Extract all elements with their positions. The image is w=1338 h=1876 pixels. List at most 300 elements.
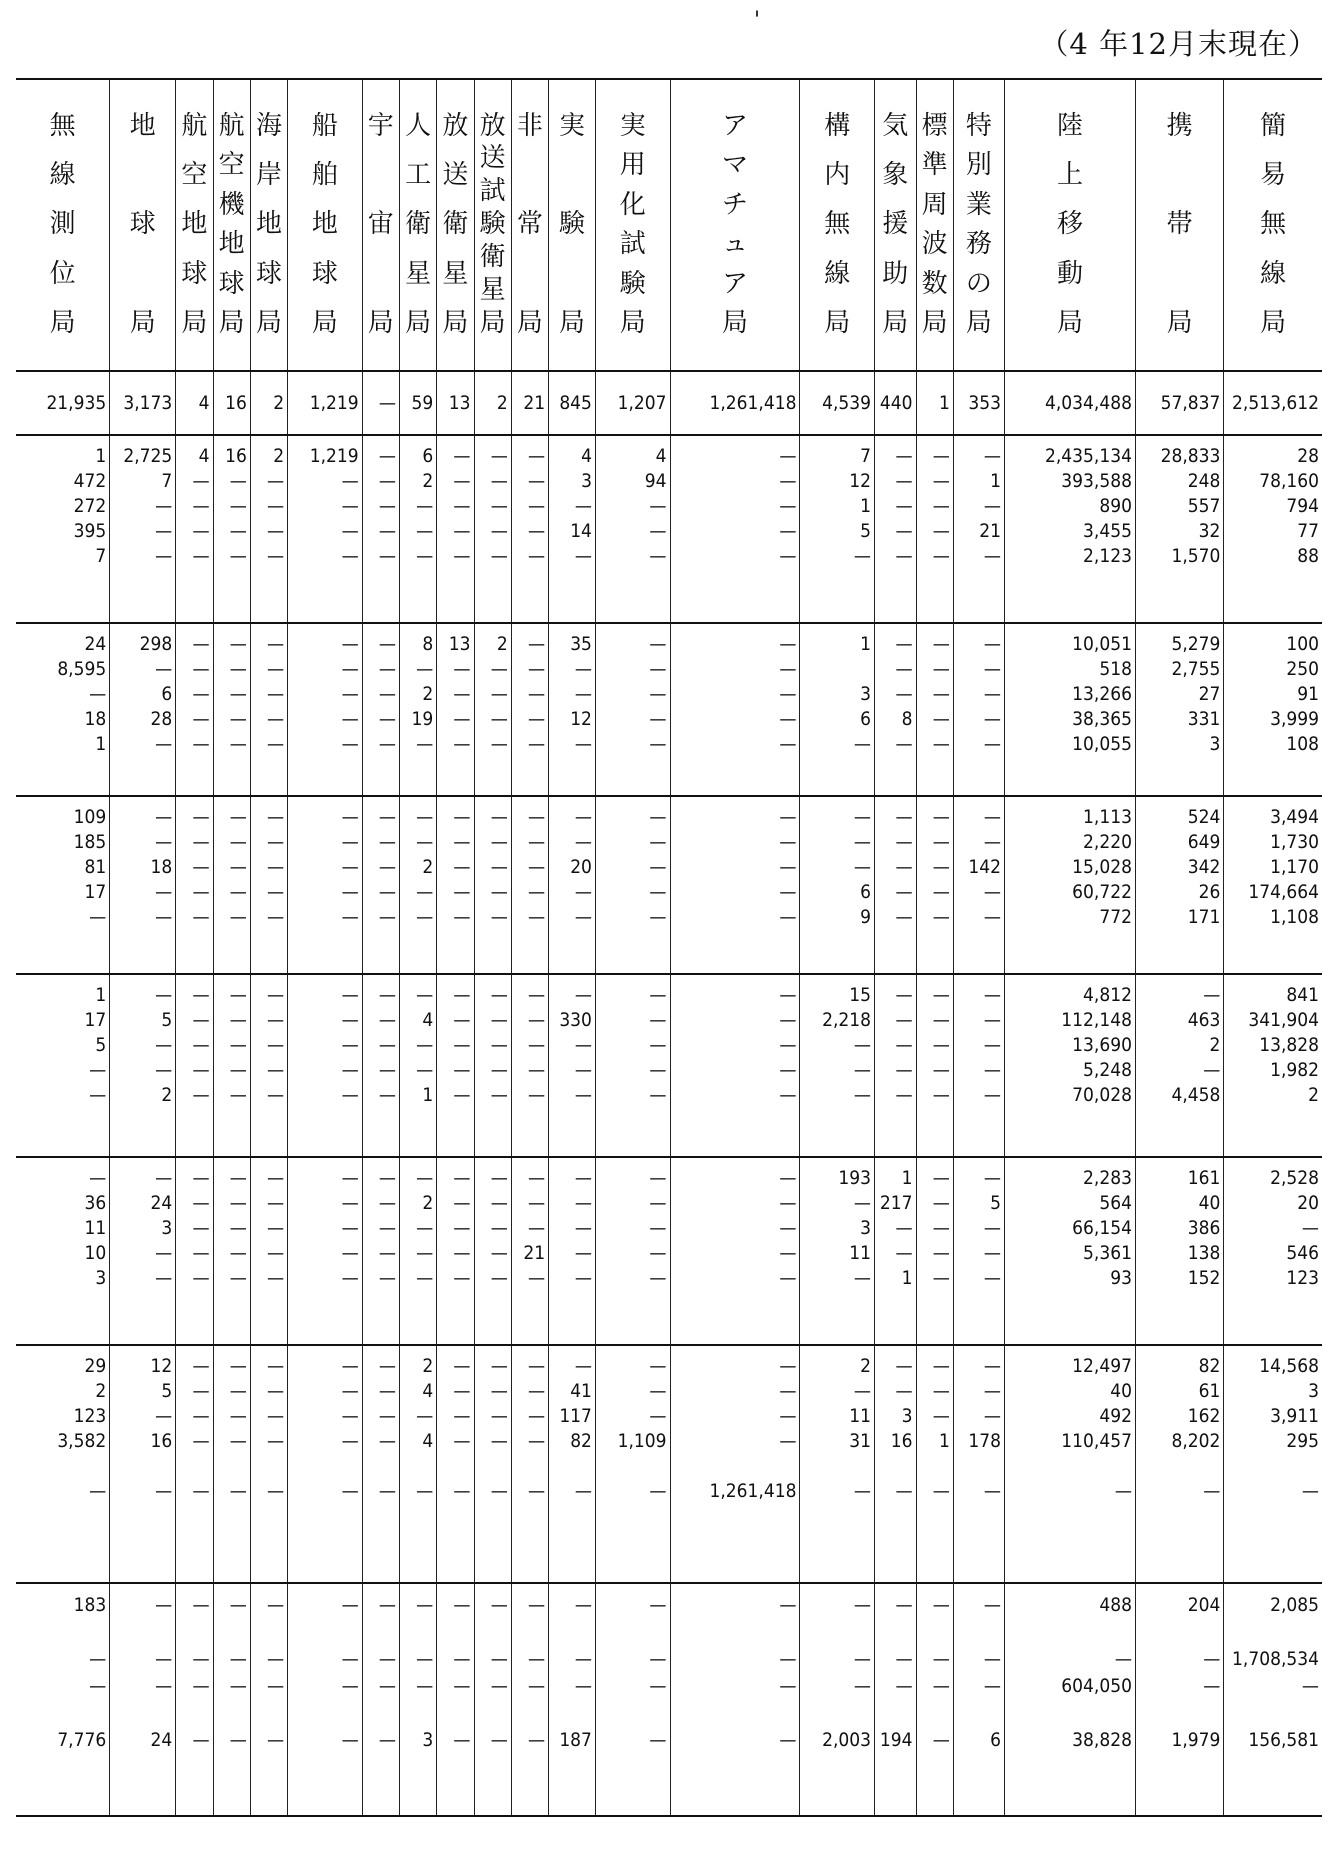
table-cell xyxy=(595,623,670,796)
table-cell xyxy=(1004,1345,1135,1583)
header-char: 局 xyxy=(442,308,469,339)
cell-value: — xyxy=(229,1167,247,1189)
cell-value: — xyxy=(895,733,913,755)
cell-value: — xyxy=(341,1059,359,1081)
cell-value: — xyxy=(527,1084,546,1106)
cell-value: — xyxy=(1301,1480,1319,1502)
cell-value: — xyxy=(341,856,359,878)
cell-value: — xyxy=(574,683,592,705)
cell-value: — xyxy=(490,831,508,853)
cell-value: — xyxy=(378,708,396,730)
table-cell xyxy=(916,1583,953,1816)
cell-value: — xyxy=(779,1355,797,1377)
column-header-c14 xyxy=(800,79,875,371)
cell-value: — xyxy=(416,831,434,853)
table-cell xyxy=(362,1157,399,1345)
total-cell: 4,034,488 xyxy=(1004,371,1135,435)
cell-value: 649 xyxy=(1187,831,1221,853)
table-cell xyxy=(511,1345,548,1583)
cell-value: — xyxy=(490,708,508,730)
cell-value: 6 xyxy=(422,445,434,467)
table-cell xyxy=(250,1157,287,1345)
cell-value: 27 xyxy=(1198,683,1221,705)
cell-value: 2,528 xyxy=(1270,1167,1319,1189)
cell-value: — xyxy=(155,984,173,1006)
cell-value: — xyxy=(267,633,285,655)
cell-value: — xyxy=(341,1009,359,1031)
cell-value: — xyxy=(932,520,950,542)
cell-value: — xyxy=(779,470,797,492)
table-cell xyxy=(110,435,176,623)
table-cell xyxy=(511,1157,548,1345)
table-cell xyxy=(1004,974,1135,1157)
table-cell xyxy=(437,796,474,974)
cell-value: — xyxy=(453,733,471,755)
cell-value: — xyxy=(932,733,950,755)
cell-value: — xyxy=(895,831,913,853)
cell-value: 10 xyxy=(84,1242,107,1264)
cell-value: 40 xyxy=(1198,1192,1221,1214)
table-cell xyxy=(474,1345,511,1583)
header-char: 内 xyxy=(824,159,851,190)
cell-value: 341,904 xyxy=(1248,1009,1319,1031)
cell-value: — xyxy=(155,831,173,853)
cell-value: — xyxy=(932,470,950,492)
cell-value xyxy=(403,1700,433,1727)
stray-mark: ' xyxy=(754,8,761,33)
header-char: 球 xyxy=(218,268,245,299)
header-char: 無 xyxy=(1260,209,1287,240)
table-cell xyxy=(288,435,363,623)
cell-value: 8 xyxy=(901,708,913,730)
table-cell xyxy=(1224,623,1322,796)
cell-value: — xyxy=(267,495,285,517)
header-char: 航 xyxy=(218,110,245,141)
table-row-group-3 xyxy=(16,796,1322,974)
cell-value: 5,279 xyxy=(1171,633,1221,655)
cell-value: — xyxy=(267,1084,285,1106)
cell-value: — xyxy=(192,1217,210,1239)
cell-value: 19 xyxy=(411,708,434,730)
cell-value: — xyxy=(895,1009,913,1031)
total-cell: 16 xyxy=(213,371,250,435)
cell-value: — xyxy=(574,806,592,828)
cell-value xyxy=(1227,1700,1319,1727)
cell-value: — xyxy=(527,1034,546,1056)
table-cell xyxy=(670,1583,800,1816)
cell-value: — xyxy=(453,906,471,928)
cell-value: 2,123 xyxy=(1083,545,1132,567)
cell-value: 13,266 xyxy=(1072,683,1132,705)
cell-value: 162 xyxy=(1187,1405,1221,1427)
cell-value: 60,722 xyxy=(1072,881,1132,903)
cell-value: — xyxy=(155,1267,173,1289)
cell-value: — xyxy=(490,1648,508,1670)
cell-value: — xyxy=(779,1034,797,1056)
cell-value: — xyxy=(983,1594,1001,1616)
cell-value: — xyxy=(649,1192,667,1214)
table-cell xyxy=(399,1583,436,1816)
table-cell xyxy=(16,1345,110,1583)
cell-value: 3 xyxy=(422,1729,434,1751)
table-cell xyxy=(213,1345,250,1583)
cell-value: 29 xyxy=(84,1355,107,1377)
cell-value: — xyxy=(932,906,950,928)
cell-value: 2 xyxy=(860,1355,872,1377)
table-cell xyxy=(250,435,287,623)
cell-value: 794 xyxy=(1286,495,1319,517)
cell-value: 5 xyxy=(990,1192,1001,1214)
cell-value: — xyxy=(416,733,434,755)
cell-value xyxy=(1227,1454,1319,1479)
header-char: 舶 xyxy=(311,159,338,190)
cell-value: — xyxy=(1203,1648,1221,1670)
cell-value: — xyxy=(341,495,359,517)
cell-value: 100 xyxy=(1286,633,1319,655)
cell-value: 7 xyxy=(860,445,872,467)
cell-value: 386 xyxy=(1187,1217,1221,1239)
header-char: 常 xyxy=(516,209,543,240)
cell-value: — xyxy=(779,1242,797,1264)
cell-value: — xyxy=(267,545,285,567)
cell-value: 178 xyxy=(968,1430,1001,1452)
cell-value: — xyxy=(155,1648,173,1670)
cell-value: — xyxy=(378,1480,396,1502)
cell-value: — xyxy=(341,545,359,567)
table-cell xyxy=(549,1345,596,1583)
cell-value: 546 xyxy=(1286,1242,1319,1264)
table-cell xyxy=(16,435,110,623)
cell-value: — xyxy=(895,1480,913,1502)
cell-value: — xyxy=(453,1729,471,1751)
cell-value: — xyxy=(416,658,434,680)
cell-value: 1 xyxy=(95,733,107,755)
total-cell: 845 xyxy=(549,371,596,435)
table-cell xyxy=(213,623,250,796)
cell-value: — xyxy=(155,545,173,567)
radio-station-table xyxy=(16,78,1322,1817)
cell-value: — xyxy=(89,1480,107,1502)
cell-value: — xyxy=(895,683,913,705)
cell-value: — xyxy=(490,495,508,517)
cell-value: — xyxy=(490,733,508,755)
table-cell xyxy=(800,1157,875,1345)
cell-value: — xyxy=(341,1675,359,1697)
cell-value: — xyxy=(229,708,247,730)
cell-value: 78,160 xyxy=(1259,470,1319,492)
column-header-c11 xyxy=(549,79,596,371)
column-header-c10 xyxy=(511,79,548,371)
cell-value: — xyxy=(267,984,285,1006)
cell-value: — xyxy=(527,1675,546,1697)
header-char: 験 xyxy=(559,209,586,240)
cell-value: 1,730 xyxy=(1270,831,1319,853)
cell-value xyxy=(478,1700,508,1727)
cell-value: — xyxy=(192,806,210,828)
cell-value: 2,725 xyxy=(123,445,173,467)
cell-value: — xyxy=(983,683,1001,705)
table-cell xyxy=(595,1583,670,1816)
header-char: マ xyxy=(721,150,748,181)
cell-value: — xyxy=(649,1380,667,1402)
cell-value xyxy=(920,1619,950,1646)
cell-value: 18 xyxy=(84,708,107,730)
cell-value: — xyxy=(932,1380,950,1402)
table-cell xyxy=(953,796,1004,974)
cell-value: — xyxy=(453,470,471,492)
cell-value: — xyxy=(267,1009,285,1031)
cell-value: 26 xyxy=(1198,881,1221,903)
cell-value: 1,219 xyxy=(309,445,359,467)
cell-value: — xyxy=(649,856,667,878)
table-cell xyxy=(110,1583,176,1816)
cell-value: — xyxy=(378,495,396,517)
cell-value: — xyxy=(267,1355,285,1377)
cell-value: 17 xyxy=(84,881,107,903)
cell-value: 28,833 xyxy=(1160,445,1221,467)
cell-value: — xyxy=(779,906,797,928)
cell-value: 11 xyxy=(84,1217,107,1239)
cell-value: 4 xyxy=(581,445,592,467)
cell-value: — xyxy=(490,520,508,542)
cell-value: — xyxy=(779,1059,797,1081)
cell-value: — xyxy=(1203,984,1221,1006)
cell-value: 6 xyxy=(860,708,872,730)
header-char: 衛 xyxy=(405,209,432,240)
total-cell: 2,513,612 xyxy=(1224,371,1322,435)
header-char: 局 xyxy=(965,308,992,339)
cell-value: — xyxy=(192,1267,210,1289)
cell-value: — xyxy=(490,1084,508,1106)
cell-value: — xyxy=(378,733,396,755)
cell-value: — xyxy=(779,1729,797,1751)
cell-value: — xyxy=(895,906,913,928)
cell-value: 564 xyxy=(1099,1192,1132,1214)
cell-value: 7,776 xyxy=(57,1729,107,1751)
table-cell xyxy=(1224,1157,1322,1345)
cell-value xyxy=(179,1619,209,1646)
header-char: 宙 xyxy=(367,209,394,240)
cell-value xyxy=(920,1700,950,1727)
cell-value: — xyxy=(779,1217,797,1239)
cell-value: — xyxy=(192,856,210,878)
header-char: 局 xyxy=(311,308,338,339)
table-cell xyxy=(399,623,436,796)
cell-value: — xyxy=(267,708,285,730)
header-char: 星 xyxy=(479,275,506,306)
cell-value: 3,455 xyxy=(1083,520,1132,542)
cell-value: — xyxy=(983,831,1001,853)
header-char: 線 xyxy=(824,258,851,289)
header-char: 球 xyxy=(255,258,282,289)
header-char: ュ xyxy=(721,229,748,260)
cell-value: 248 xyxy=(1187,470,1221,492)
header-char: 験 xyxy=(619,268,646,299)
header-char: 実 xyxy=(559,110,586,141)
cell-value: — xyxy=(341,1217,359,1239)
header-char: 局 xyxy=(1166,308,1193,339)
header-char: 宇 xyxy=(367,110,394,141)
cell-value xyxy=(1139,1454,1220,1479)
cell-value: 890 xyxy=(1099,495,1132,517)
cell-value: 117 xyxy=(559,1405,592,1427)
cell-value: — xyxy=(649,520,667,542)
cell-value: — xyxy=(490,856,508,878)
header-char: チ xyxy=(721,189,748,220)
cell-value: — xyxy=(453,708,471,730)
cell-value: 10,055 xyxy=(1072,733,1132,755)
header-char: 球 xyxy=(181,258,208,289)
total-cell: 2 xyxy=(250,371,287,435)
cell-value: — xyxy=(229,831,247,853)
cell-value: — xyxy=(378,1355,396,1377)
cell-value: — xyxy=(983,806,1001,828)
cell-value: 2,003 xyxy=(822,1729,872,1751)
cell-value xyxy=(957,1700,1001,1727)
cell-value: 123 xyxy=(73,1405,107,1427)
cell-value: — xyxy=(1203,1059,1221,1081)
cell-value: — xyxy=(649,806,667,828)
cell-value: — xyxy=(378,1594,396,1616)
table-cell xyxy=(953,1345,1004,1583)
table-cell xyxy=(670,974,800,1157)
cell-value: — xyxy=(341,658,359,680)
table-cell xyxy=(213,1583,250,1816)
cell-value: 2,218 xyxy=(822,1009,872,1031)
cell-value xyxy=(957,1454,1001,1479)
cell-value: 82 xyxy=(570,1430,592,1452)
cell-value: — xyxy=(895,520,913,542)
table-cell xyxy=(288,974,363,1157)
total-cell: 1,261,418 xyxy=(670,371,800,435)
cell-value: — xyxy=(229,1729,247,1751)
cell-value: — xyxy=(192,831,210,853)
table-cell xyxy=(916,1157,953,1345)
cell-value: — xyxy=(192,1167,210,1189)
cell-value: — xyxy=(527,1729,546,1751)
cell-value: — xyxy=(192,1059,210,1081)
cell-value: — xyxy=(378,1192,396,1214)
cell-value: — xyxy=(649,906,667,928)
cell-value: — xyxy=(267,1267,285,1289)
cell-value: — xyxy=(932,856,950,878)
cell-value: — xyxy=(1301,1217,1319,1239)
cell-value: — xyxy=(932,1480,950,1502)
table-cell xyxy=(213,796,250,974)
cell-value: — xyxy=(649,495,667,517)
table-cell xyxy=(1004,435,1135,623)
cell-value: — xyxy=(453,1009,471,1031)
table-cell xyxy=(474,974,511,1157)
cell-value: — xyxy=(378,470,396,492)
cell-value: — xyxy=(378,856,396,878)
cell-value: 12 xyxy=(849,470,872,492)
cell-value: 2 xyxy=(1308,1084,1319,1106)
cell-value: — xyxy=(895,1059,913,1081)
header-char: 上 xyxy=(1056,159,1083,190)
cell-value: — xyxy=(192,1355,210,1377)
cell-value xyxy=(403,1619,433,1646)
cell-value: — xyxy=(895,633,913,655)
cell-value: — xyxy=(527,1167,546,1189)
cell-value: 1,982 xyxy=(1270,1059,1319,1081)
cell-value: — xyxy=(229,1405,247,1427)
cell-value: 4 xyxy=(422,1430,434,1452)
table-cell xyxy=(474,796,511,974)
cell-value: — xyxy=(853,1267,872,1289)
header-char: 空 xyxy=(218,150,245,181)
cell-value: — xyxy=(453,1480,471,1502)
cell-value: — xyxy=(932,1267,950,1289)
table-cell xyxy=(670,1345,800,1583)
cell-value: — xyxy=(341,1167,359,1189)
cell-value: — xyxy=(932,831,950,853)
cell-value xyxy=(515,1619,545,1646)
cell-value: — xyxy=(527,906,546,928)
header-char: 送 xyxy=(442,159,469,190)
cell-value xyxy=(803,1454,871,1479)
cell-value: — xyxy=(192,881,210,903)
cell-value: 91 xyxy=(1297,683,1319,705)
table-cell xyxy=(362,623,399,796)
cell-value: — xyxy=(779,1430,797,1452)
cell-value xyxy=(113,1454,172,1479)
table-cell xyxy=(362,796,399,974)
cell-value: — xyxy=(574,1059,592,1081)
cell-value: — xyxy=(932,1242,950,1264)
cell-value: — xyxy=(649,831,667,853)
cell-value: — xyxy=(192,1729,210,1751)
header-char: 人 xyxy=(405,110,432,141)
cell-value xyxy=(440,1700,470,1727)
cell-value xyxy=(254,1700,284,1727)
table-cell xyxy=(176,623,213,796)
cell-value: 94 xyxy=(644,470,667,492)
cell-value: — xyxy=(527,1059,546,1081)
cell-value: 557 xyxy=(1187,495,1221,517)
cell-value: — xyxy=(983,733,1001,755)
cell-value: — xyxy=(649,984,667,1006)
cell-value: — xyxy=(932,545,950,567)
table-cell xyxy=(1135,1583,1223,1816)
cell-value: — xyxy=(527,1480,546,1502)
cell-value: — xyxy=(649,1167,667,1189)
cell-value: — xyxy=(527,881,546,903)
header-char: 局 xyxy=(882,308,909,339)
cell-value: — xyxy=(490,658,508,680)
cell-value: 395 xyxy=(73,520,107,542)
cell-value: — xyxy=(341,1648,359,1670)
cell-value: — xyxy=(574,1267,592,1289)
table-cell xyxy=(800,623,875,796)
cell-value: 3 xyxy=(161,1217,173,1239)
table-cell xyxy=(1004,623,1135,796)
header-char: 別 xyxy=(965,150,992,181)
table-cell xyxy=(250,974,287,1157)
header-char: 星 xyxy=(442,258,469,289)
cell-value: — xyxy=(453,495,471,517)
cell-value: 4 xyxy=(198,445,210,467)
cell-value: — xyxy=(155,520,173,542)
table-cell xyxy=(437,1157,474,1345)
table-cell xyxy=(800,435,875,623)
header-char: 助 xyxy=(882,258,909,289)
table-row-group-2 xyxy=(16,623,1322,796)
cell-value: — xyxy=(895,445,913,467)
cell-value: — xyxy=(155,1405,173,1427)
cell-value: — xyxy=(229,545,247,567)
cell-value: 193 xyxy=(838,1167,872,1189)
